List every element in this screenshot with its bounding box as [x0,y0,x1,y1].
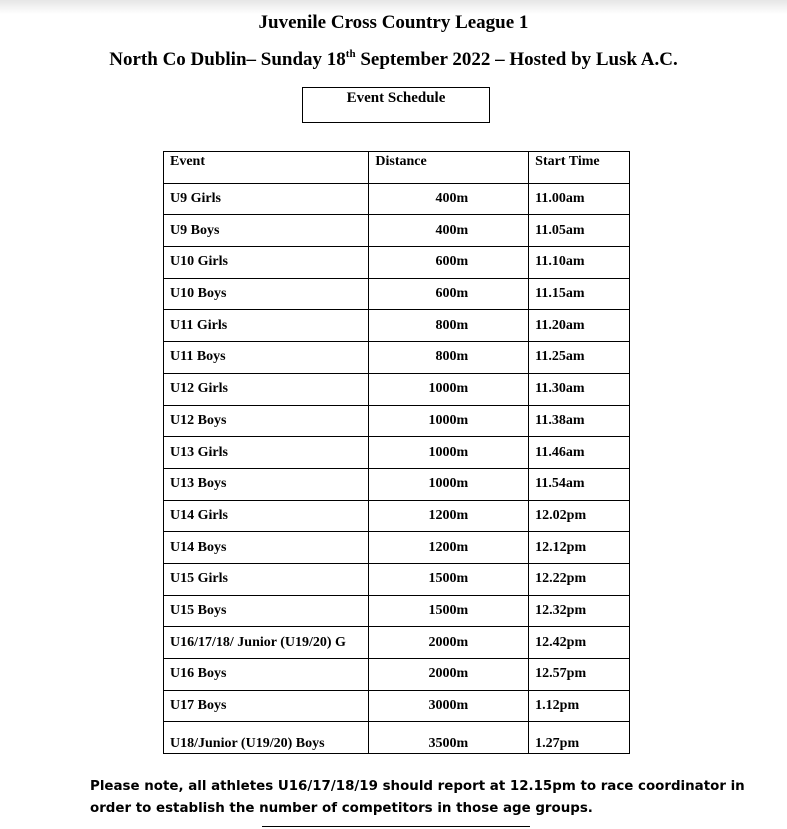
event-cell: U9 Girls [164,183,369,215]
distance-cell: 1000m [369,405,529,437]
event-schedule-table [163,151,630,754]
start-time-cell: 12.22pm [529,563,630,595]
table-row [164,722,630,754]
event-cell: U13 Girls [164,437,369,469]
event-cell: U12 Boys [164,405,369,437]
distance-cell: 1000m [369,437,529,469]
start-time-cell: 12.02pm [529,500,630,532]
page-bottom-rule [262,826,530,827]
event-cell: U15 Boys [164,595,369,627]
table-row [164,310,630,342]
event-cell: U15 Girls [164,563,369,595]
distance-cell: 1500m [369,595,529,627]
event-cell: U17 Boys [164,690,369,722]
start-time-cell: 12.42pm [529,627,630,659]
distance-cell: 800m [369,342,529,374]
start-time-cell: 11.05am [529,215,630,247]
event-cell: U10 Boys [164,278,369,310]
distance-cell: 1200m [369,532,529,564]
distance-cell: 400m [369,215,529,247]
start-time-cell: 11.54am [529,468,630,500]
document-subtitle [0,49,787,71]
table-row [164,532,630,564]
table-body [164,183,630,753]
column-header-distance: Distance [369,152,529,184]
distance-cell: 600m [369,247,529,279]
distance-cell: 3000m [369,690,529,722]
start-time-cell: 11.15am [529,278,630,310]
distance-cell: 800m [369,310,529,342]
event-cell: U14 Girls [164,500,369,532]
table-row [164,215,630,247]
start-time-cell: 11.10am [529,247,630,279]
distance-cell: 2000m [369,659,529,691]
start-time-cell: 12.32pm [529,595,630,627]
event-cell: U12 Girls [164,373,369,405]
start-time-cell: 11.30am [529,373,630,405]
table-row [164,563,630,595]
event-cell: U16 Boys [164,659,369,691]
subtitle-ordinal: th [345,48,356,60]
distance-cell: 400m [369,183,529,215]
table-row [164,627,630,659]
table-header-row [164,152,630,184]
event-cell: U9 Boys [164,215,369,247]
table-row [164,342,630,374]
start-time-cell: 1.27pm [529,722,630,754]
table-row [164,595,630,627]
start-time-cell: 11.46am [529,437,630,469]
event-cell: U14 Boys [164,532,369,564]
table-row [164,183,630,215]
start-time-cell: 11.20am [529,310,630,342]
document-title: Juvenile Cross Country League 1 [258,12,529,33]
event-cell: U18/Junior (U19/20) Boys [164,722,369,754]
event-cell: U11 Girls [164,310,369,342]
table-row [164,247,630,279]
subtitle-host-part: September 2022 – Hosted by Lusk A.C. [355,49,678,70]
event-cell: U11 Boys [164,342,369,374]
start-time-cell: 1.12pm [529,690,630,722]
column-header-start-time: Start Time [529,152,630,184]
distance-cell: 3500m [369,722,529,754]
distance-cell: 1200m [369,500,529,532]
event-schedule-heading: Event Schedule [346,90,446,106]
table-row [164,659,630,691]
start-time-cell: 11.25am [529,342,630,374]
distance-cell: 600m [369,278,529,310]
table-row [164,690,630,722]
distance-cell: 1000m [369,468,529,500]
event-cell: U10 Girls [164,247,369,279]
table-row [164,405,630,437]
distance-cell: 1000m [369,373,529,405]
table-row [164,468,630,500]
table-row [164,278,630,310]
start-time-cell: 11.38am [529,405,630,437]
event-cell: U13 Boys [164,468,369,500]
start-time-cell: 12.57pm [529,659,630,691]
event-schedule-heading-box [302,87,490,123]
subtitle-date-part: North Co Dublin– Sunday 18 [109,49,346,70]
start-time-cell: 12.12pm [529,532,630,564]
table-row [164,373,630,405]
start-time-cell: 11.00am [529,183,630,215]
distance-cell: 1500m [369,563,529,595]
distance-cell: 2000m [369,627,529,659]
report-time-note: Please note, all athletes U16/17/18/19 should report at 12.15pm to race coordinator in order to establish the number of competitors in those age groups. [90,779,745,816]
column-header-event: Event [164,152,369,184]
event-cell: U16/17/18/ Junior (U19/20) G [164,627,369,659]
table-row [164,437,630,469]
table-row [164,500,630,532]
